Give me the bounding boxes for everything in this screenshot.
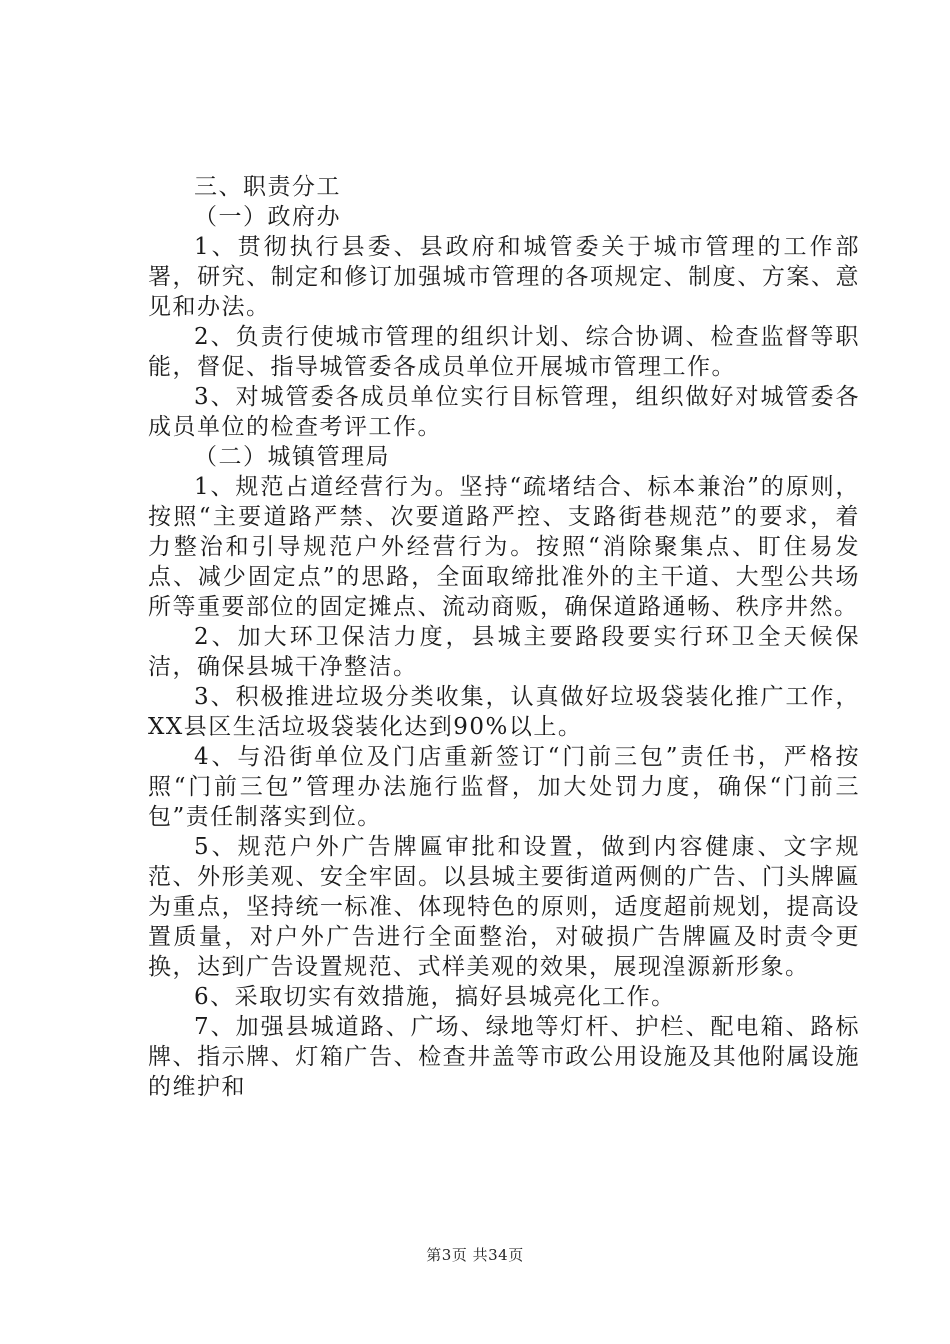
subsection-heading: （一）政府办 [194,204,341,230]
section-heading: 三、职责分工 [194,174,341,200]
paragraph: 3、积极推进垃圾分类收集，认真做好垃圾袋装化推广工作，XX县区生活垃圾袋装化达到90%以上。 [148,684,860,740]
document-body [148,172,860,1102]
paragraph: 6、采取切实有效措施，搞好县城亮化工作。 [194,984,676,1010]
page-number-footer: 第3页 共34页 [426,1246,524,1264]
paragraph: 3、对城管委各成员单位实行目标管理，组织做好对城管委各成员单位的检查考评工作。 [148,384,860,440]
paragraph: 2、负责行使城市管理的组织计划、综合协调、检查监督等职能，督促、指导城管委各成员单位开展城市管理工作。 [148,324,860,380]
paragraph: 2、加大环卫保洁力度，县城主要路段要实行环卫全天候保洁，确保县城干净整洁。 [148,624,860,680]
paragraph: 5、规范户外广告牌匾审批和设置，做到内容健康、文字规范、外形美观、安全牢固。以县城主要街道两侧的广告、门头牌匾为重点，坚持统一标准、体现特色的原则，适度超前规划，提高设置质量，对户外广告进行全面整治，对破损广告牌匾及时责令更换，达到广告设置规范、式样美观的效果，展现湟源新形象。 [148,834,860,980]
paragraph: 1、规范占道经营行为。坚持“疏堵结合、标本兼治”的原则，按照“主要道路严禁、次要道路严控、支路街巷规范”的要求，着力整治和引导规范户外经营行为。按照“消除聚集点、盯住易发点、减少固定点”的思路，全面取缔批准外的主干道、大型公共场所等重要部位的固定摊点、流动商贩，确保道路通畅、秩序井然。 [148,474,860,620]
paragraph: 4、与沿街单位及门店重新签订“门前三包”责任书，严格按照“门前三包”管理办法施行监督，加大处罚力度，确保“门前三包”责任制落实到位。 [148,744,860,830]
paragraph: 1、贯彻执行县委、县政府和城管委关于城市管理的工作部署，研究、制定和修订加强城市管理的各项规定、制度、方案、意见和办法。 [148,234,860,320]
paragraph: 7、加强县城道路、广场、绿地等灯杆、护栏、配电箱、路标牌、指示牌、灯箱广告、检查井盖等市政公用设施及其他附属设施的维护和 [148,1014,860,1100]
subsection-heading: （二）城镇管理局 [194,444,390,470]
